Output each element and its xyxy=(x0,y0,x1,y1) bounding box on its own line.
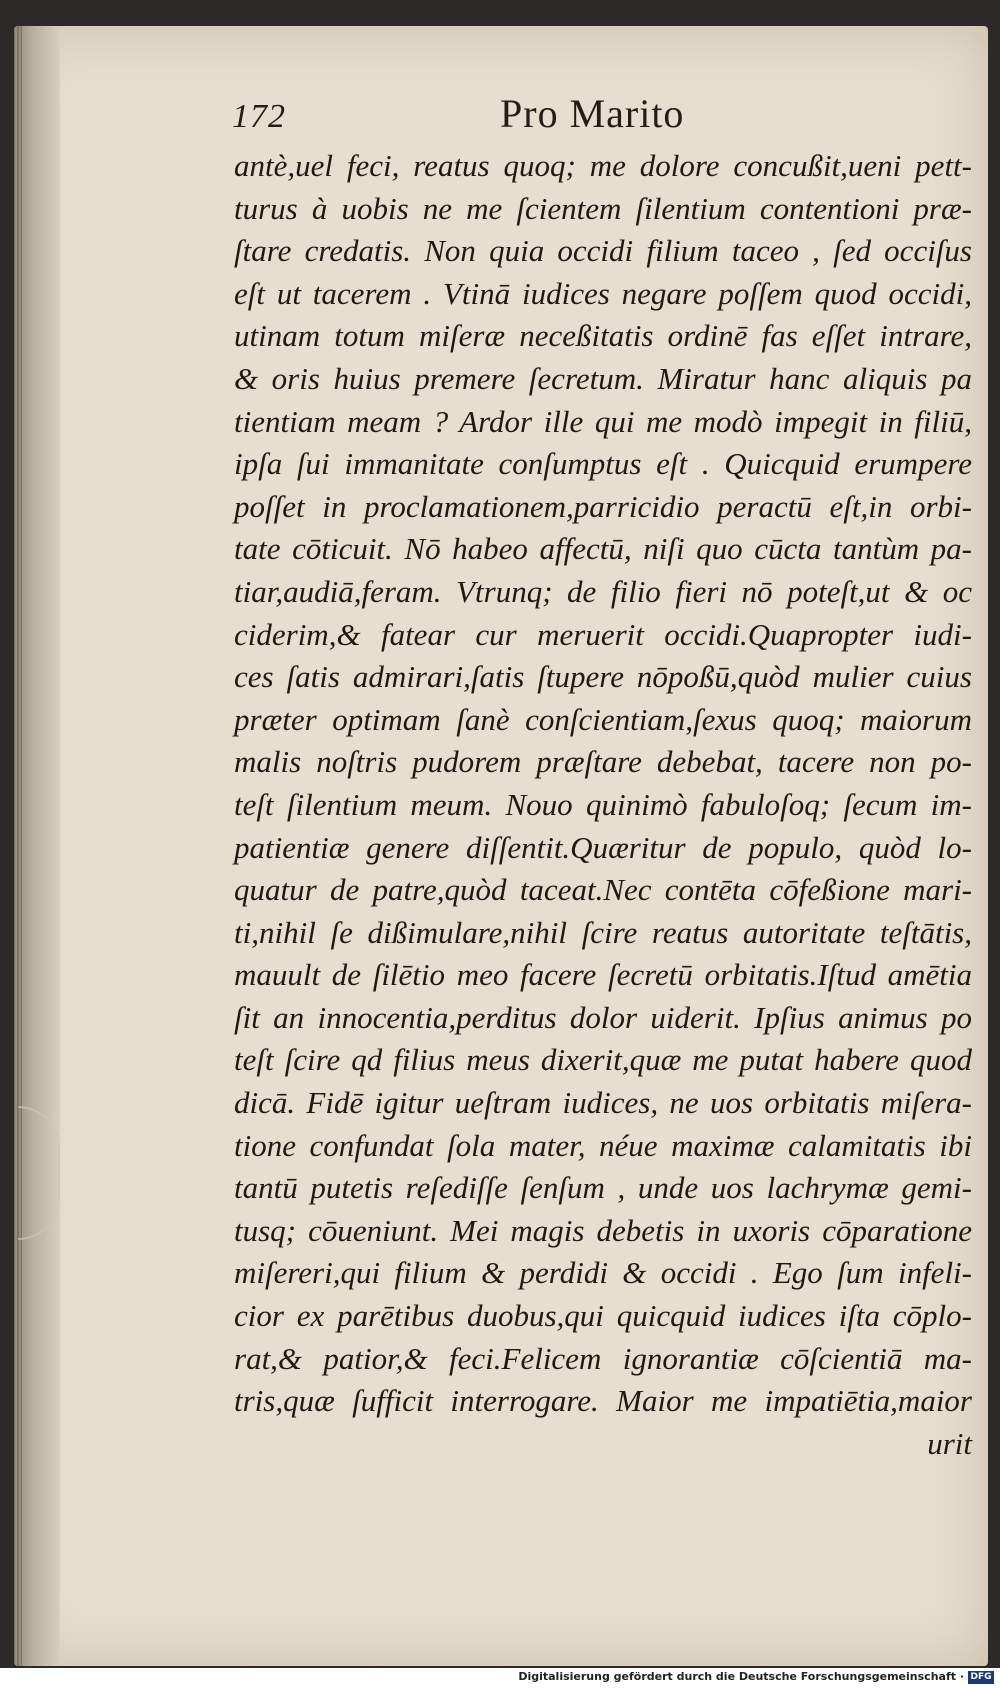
text-line: antè,uel feci, reatus quoq; me dolore concußit,ueni pett- xyxy=(234,148,972,183)
page-number: 172 xyxy=(232,98,286,135)
running-head: Pro Marito xyxy=(500,91,685,136)
text-line: & oris huius premere ſecretum. Miratur hanc aliquis pa xyxy=(234,360,972,396)
text-line: turus à uobis ne me ſcientem ſilentium contentioni præ- xyxy=(234,190,972,226)
text-line: patientiæ genere diſſentit.Quæritur de populo, quòd lo- xyxy=(234,829,972,865)
text-line: tris,quæ ſufficit interrogare. Maior me impatiētia,maior xyxy=(234,1383,972,1419)
text-line: ipſa ſui immanitate conſumptus eſt . Quicquid erumpere xyxy=(234,446,972,482)
text-line: dicā. Fidē igitur ueſtram iudices, ne uos orbitatis miſera- xyxy=(234,1085,972,1121)
text-line: miſereri,qui filium & perdidi & occidi . Ego ſum infeli- xyxy=(234,1255,972,1291)
text-line: ciderim,& fatear cur meruerit occidi.Quapropter iudi- xyxy=(234,616,972,652)
text-line: præter optimam ſanè conſcientiam,ſexus quoq; maiorum xyxy=(234,701,972,737)
text-line: tantū putetis reſediſſe ſenſum , unde uos lachrymæ gemi- xyxy=(234,1170,972,1206)
text-block xyxy=(234,145,972,1465)
text-line: ti,nihil ſe dißimulare,nihil ſcire reatus autoritate teſtātis, xyxy=(234,914,972,950)
text-line: tusq; cōueniunt. Mei magis debetis in uxoris cōparatione xyxy=(234,1212,972,1248)
text-line: tate cōticuit. Nō habeo affectū, niſi quo cūcta tantùm pa- xyxy=(234,531,972,567)
text-line: ces ſatis admirari,ſatis ſtupere nōpoßū,quòd mulier cuius xyxy=(234,659,972,695)
text-line: quatur de patre,quòd taceat.Nec contēta cōfeßione mari- xyxy=(234,872,972,908)
catchword: urit xyxy=(927,1425,972,1461)
text-line: malis noſtris pudorem præſtare debebat, tacere non po- xyxy=(234,744,972,780)
text-line: poſſet in proclamationem,parricidio peractū eſt,in orbi- xyxy=(234,488,972,524)
dfg-logo[interactable]: DFG xyxy=(968,1671,994,1684)
text-line: tione confundat ſola mater, néue maximæ calamitatis ibi xyxy=(234,1127,972,1163)
text-line: teſt ſilentium meum. Nouo quinimò fabuloſoq; ſecum im- xyxy=(234,786,972,822)
funding-credit: Digitalisierung gefördert durch die Deutsche Forschungsgemeinschaft · xyxy=(518,1670,964,1683)
text-line: ſtare credatis. Non quia occidi filium taceo , ſed occiſus xyxy=(234,233,972,269)
page-tab-mark xyxy=(18,1106,60,1240)
text-line: mauult de ſilētio meo facere ſecretū orbitatis.Iſtud amētia xyxy=(234,957,972,993)
text-line: ſit an innocentia,perditus dolor uiderit. Ipſius animus po xyxy=(234,999,972,1035)
text-line: rat,& patior,& feci.Felicem ignorantiæ cōſcientiā ma- xyxy=(234,1340,972,1376)
footer-bar xyxy=(0,1668,1000,1688)
page-edge xyxy=(14,26,22,1666)
text-line: teſt ſcire qd filius meus dixerit,quæ me putat habere quod xyxy=(234,1042,972,1078)
page-header xyxy=(232,90,922,142)
text-line: eſt ut tacerem . Vtinā iudices negare poſſem quod occidi, xyxy=(234,275,972,311)
text-line: tientiam meam ? Ardor ille qui me modò impegit in filiū, xyxy=(234,403,972,439)
text-line: utinam totum miſeræ neceßitatis ordinē fas eſſet intrare, xyxy=(234,318,972,354)
text-line: tiar,audiā,feram. Vtrunq; de filio fieri nō poteſt,ut & oc xyxy=(234,573,972,609)
text-line: cior ex parētibus duobus,qui quicquid iudices iſta cōplo- xyxy=(234,1298,972,1334)
